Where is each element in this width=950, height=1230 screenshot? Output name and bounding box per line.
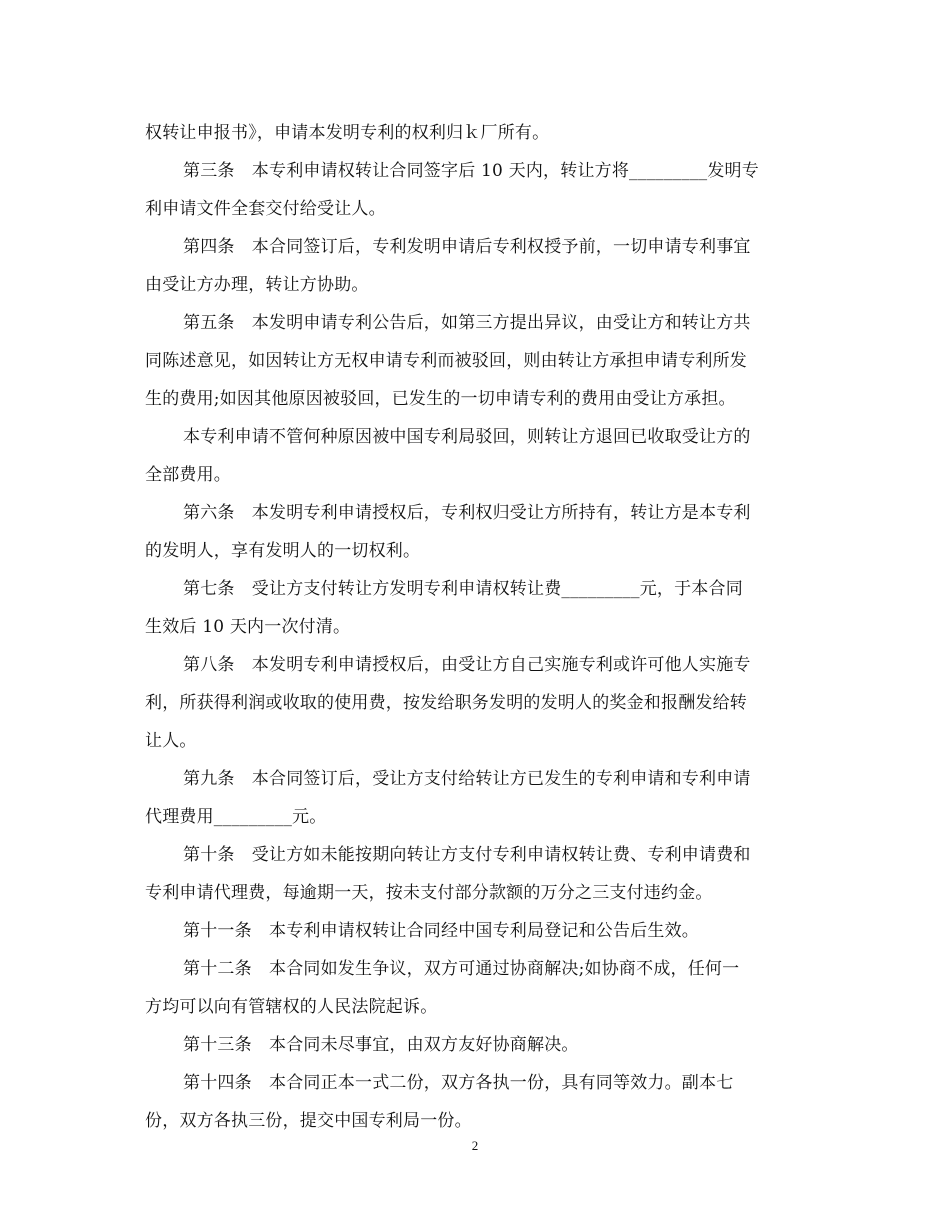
text-line: 第三条 本专利申请权转让合同签字后 10 天内，转让方将_________发明专 [183, 161, 759, 181]
text-line: 代理费用_________元。 [145, 807, 327, 827]
text-line: 利，所获得利润或收取的使用费，按发给职务发明的发明人的奖金和报酬发给转 [145, 693, 747, 713]
text-line: 的发明人，享有发明人的一切权利。 [145, 541, 421, 561]
text-line: 权转让申报书》，申请本发明专利的权利归ｋ厂所有。 [145, 123, 550, 143]
text-line: 生效后 10 天内一次付清。 [145, 617, 351, 637]
text-line: 第五条 本发明申请专利公告后，如第三方提出异议，由受让方和转让方共 [183, 313, 751, 333]
text-line: 份，双方各执三份，提交中国专利局一份。 [145, 1111, 472, 1131]
text-line: 第八条 本发明专利申请授权后，由受让方自己实施专利或许可他人实施专 [183, 655, 751, 675]
text-line: 第十四条 本合同正本一式二份，双方各执一份，具有同等效力。副本七 [183, 1073, 734, 1093]
text-line: 第十二条 本合同如发生争议，双方可通过协商解决;如协商不成，任何一 [183, 959, 740, 979]
text-line: 全部费用。 [145, 465, 231, 485]
text-line: 同陈述意见，如因转让方无权申请专利而被驳回，则由转让方承担申请专利所发 [145, 351, 747, 371]
page-number: 2 [471, 1138, 479, 1153]
text-line: 方均可以向有管辖权的人民法院起诉。 [145, 997, 438, 1017]
text-line: 专利申请代理费，每逾期一天，按未支付部分款额的万分之三支付违约金。 [145, 883, 713, 903]
text-line: 第十一条 本专利申请权转让合同经中国专利局登记和公告后生效。 [183, 921, 699, 941]
text-line: 第四条 本合同签订后，专利发明申请后专利权授予前，一切申请专利事宜 [183, 237, 751, 257]
text-line: 本专利申请不管何种原因被中国专利局驳回，则转让方退回已收取受让方的 [183, 427, 751, 447]
text-line: 让人。 [145, 731, 197, 751]
text-line: 第九条 本合同签订后，受让方支付给转让方已发生的专利申请和专利申请 [183, 769, 751, 789]
text-line: 利申请文件全套交付给受让人。 [145, 199, 386, 219]
text-line: 第六条 本发明专利申请授权后，专利权归受让方所持有，转让方是本专利 [183, 503, 751, 523]
text-line: 第十三条 本合同未尽事宜，由双方友好协商解决。 [183, 1035, 579, 1055]
text-line: 由受让方办理，转让方协助。 [145, 275, 369, 295]
text-line: 第十条 受让方如未能按期向转让方支付专利申请权转让费、专利申请费和 [183, 845, 751, 865]
text-line: 生的费用;如因其他原因被驳回，已发生的一切申请专利的费用由受让方承担。 [145, 389, 736, 409]
text-line: 第七条 受让方支付转让方发明专利申请权转让费_________元，于本合同 [183, 579, 743, 599]
